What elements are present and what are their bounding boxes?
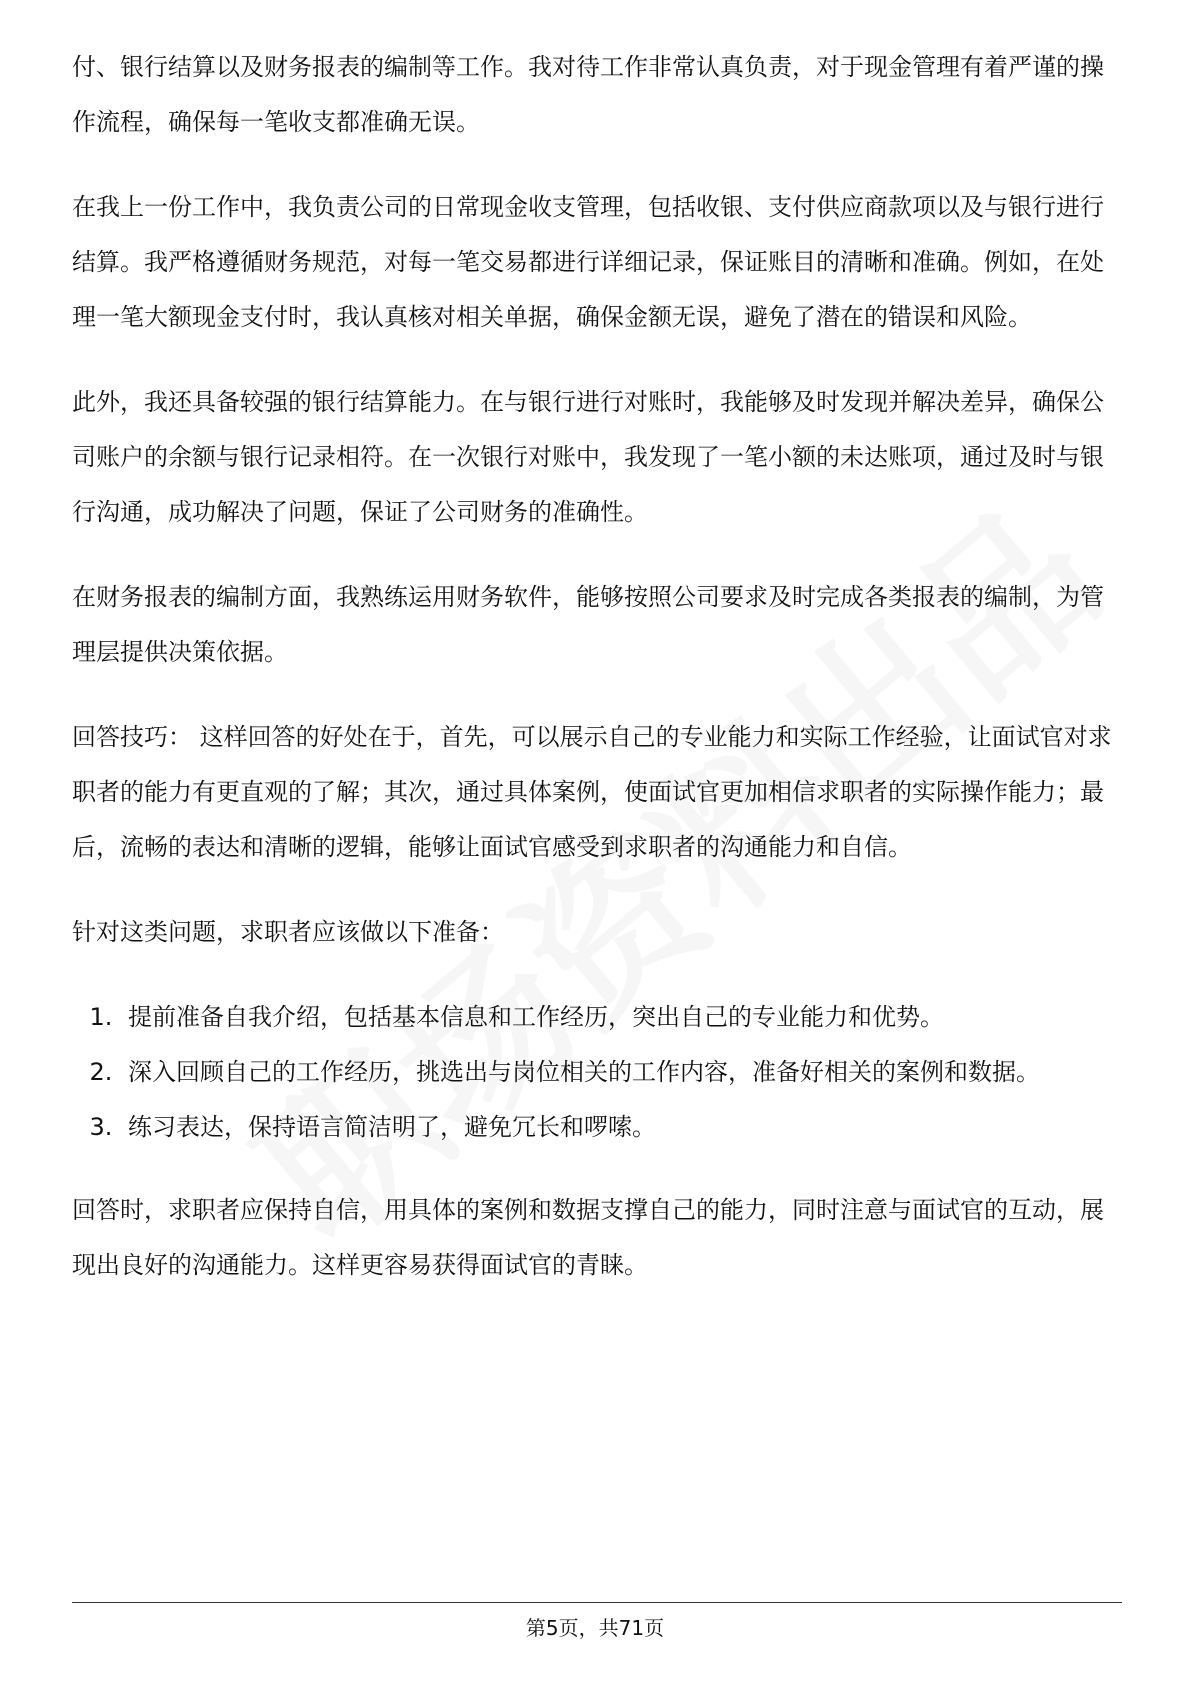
list-item: 2. 深入回顾自己的工作经历，挑选出与岗位相关的工作内容，准备好相关的案例和数据。: [120, 1045, 1122, 1100]
list-item: 1. 提前准备自我介绍，包括基本信息和工作经历，突出自己的专业能力和优势。: [120, 990, 1122, 1045]
paragraph-bank-settlement: 此外，我还具备较强的银行结算能力。在与银行进行对账时，我能够及时发现并解决差异，确保公司账户的余额与银行记录相符。在一次银行对账中，我发现了一笔小额的未达账项，通过及时与银行沟通，成功解决了问题，保证了公司财务的准确性。: [72, 388, 1104, 526]
paragraph-answer-tips: 回答技巧： 这样回答的好处在于，首先，可以展示自己的专业能力和实际工作经验，让面试官对求职者的能力有更直观的了解；其次，通过具体案例，使面试官更加相信求职者的实际操作能力；最后，流畅的表达和清晰的逻辑，能够让面试官感受到求职者的沟通能力和自信。: [72, 723, 1112, 861]
paragraph-continuation: 付、银行结算以及财务报表的编制等工作。我对待工作非常认真负责，对于现金管理有着严谨的操作流程，确保每一笔收支都准确无误。: [72, 53, 1104, 136]
list-item: 3. 练习表达，保持语言简洁明了，避免冗长和啰嗦。: [120, 1100, 1122, 1155]
paragraph-preparation-intro: 针对这类问题，求职者应该做以下准备：: [72, 918, 504, 946]
paragraph-closing: 回答时，求职者应保持自信，用具体的案例和数据支撑自己的能力，同时注意与面试官的互动，展现出良好的沟通能力。这样更容易获得面试官的青睐。: [72, 1196, 1104, 1279]
footer-divider: [72, 1602, 1122, 1603]
paragraph-financial-reports: 在财务报表的编制方面，我熟练运用财务软件，能够按照公司要求及时完成各类报表的编制，为管理层提供决策依据。: [72, 583, 1104, 666]
paragraph-previous-job: 在我上一份工作中，我负责公司的日常现金收支管理，包括收银、支付供应商款项以及与银行进行结算。我严格遵循财务规范，对每一笔交易都进行详细记录，保证账目的清晰和准确。例如，在处理一笔大额现金支付时，我认真核对相关单据，确保金额无误，避免了潜在的错误和风险。: [72, 193, 1104, 331]
preparation-list: [72, 990, 1122, 1155]
document-body: [72, 40, 1122, 1323]
page-number: 第5页，共71页: [525, 1616, 665, 1640]
